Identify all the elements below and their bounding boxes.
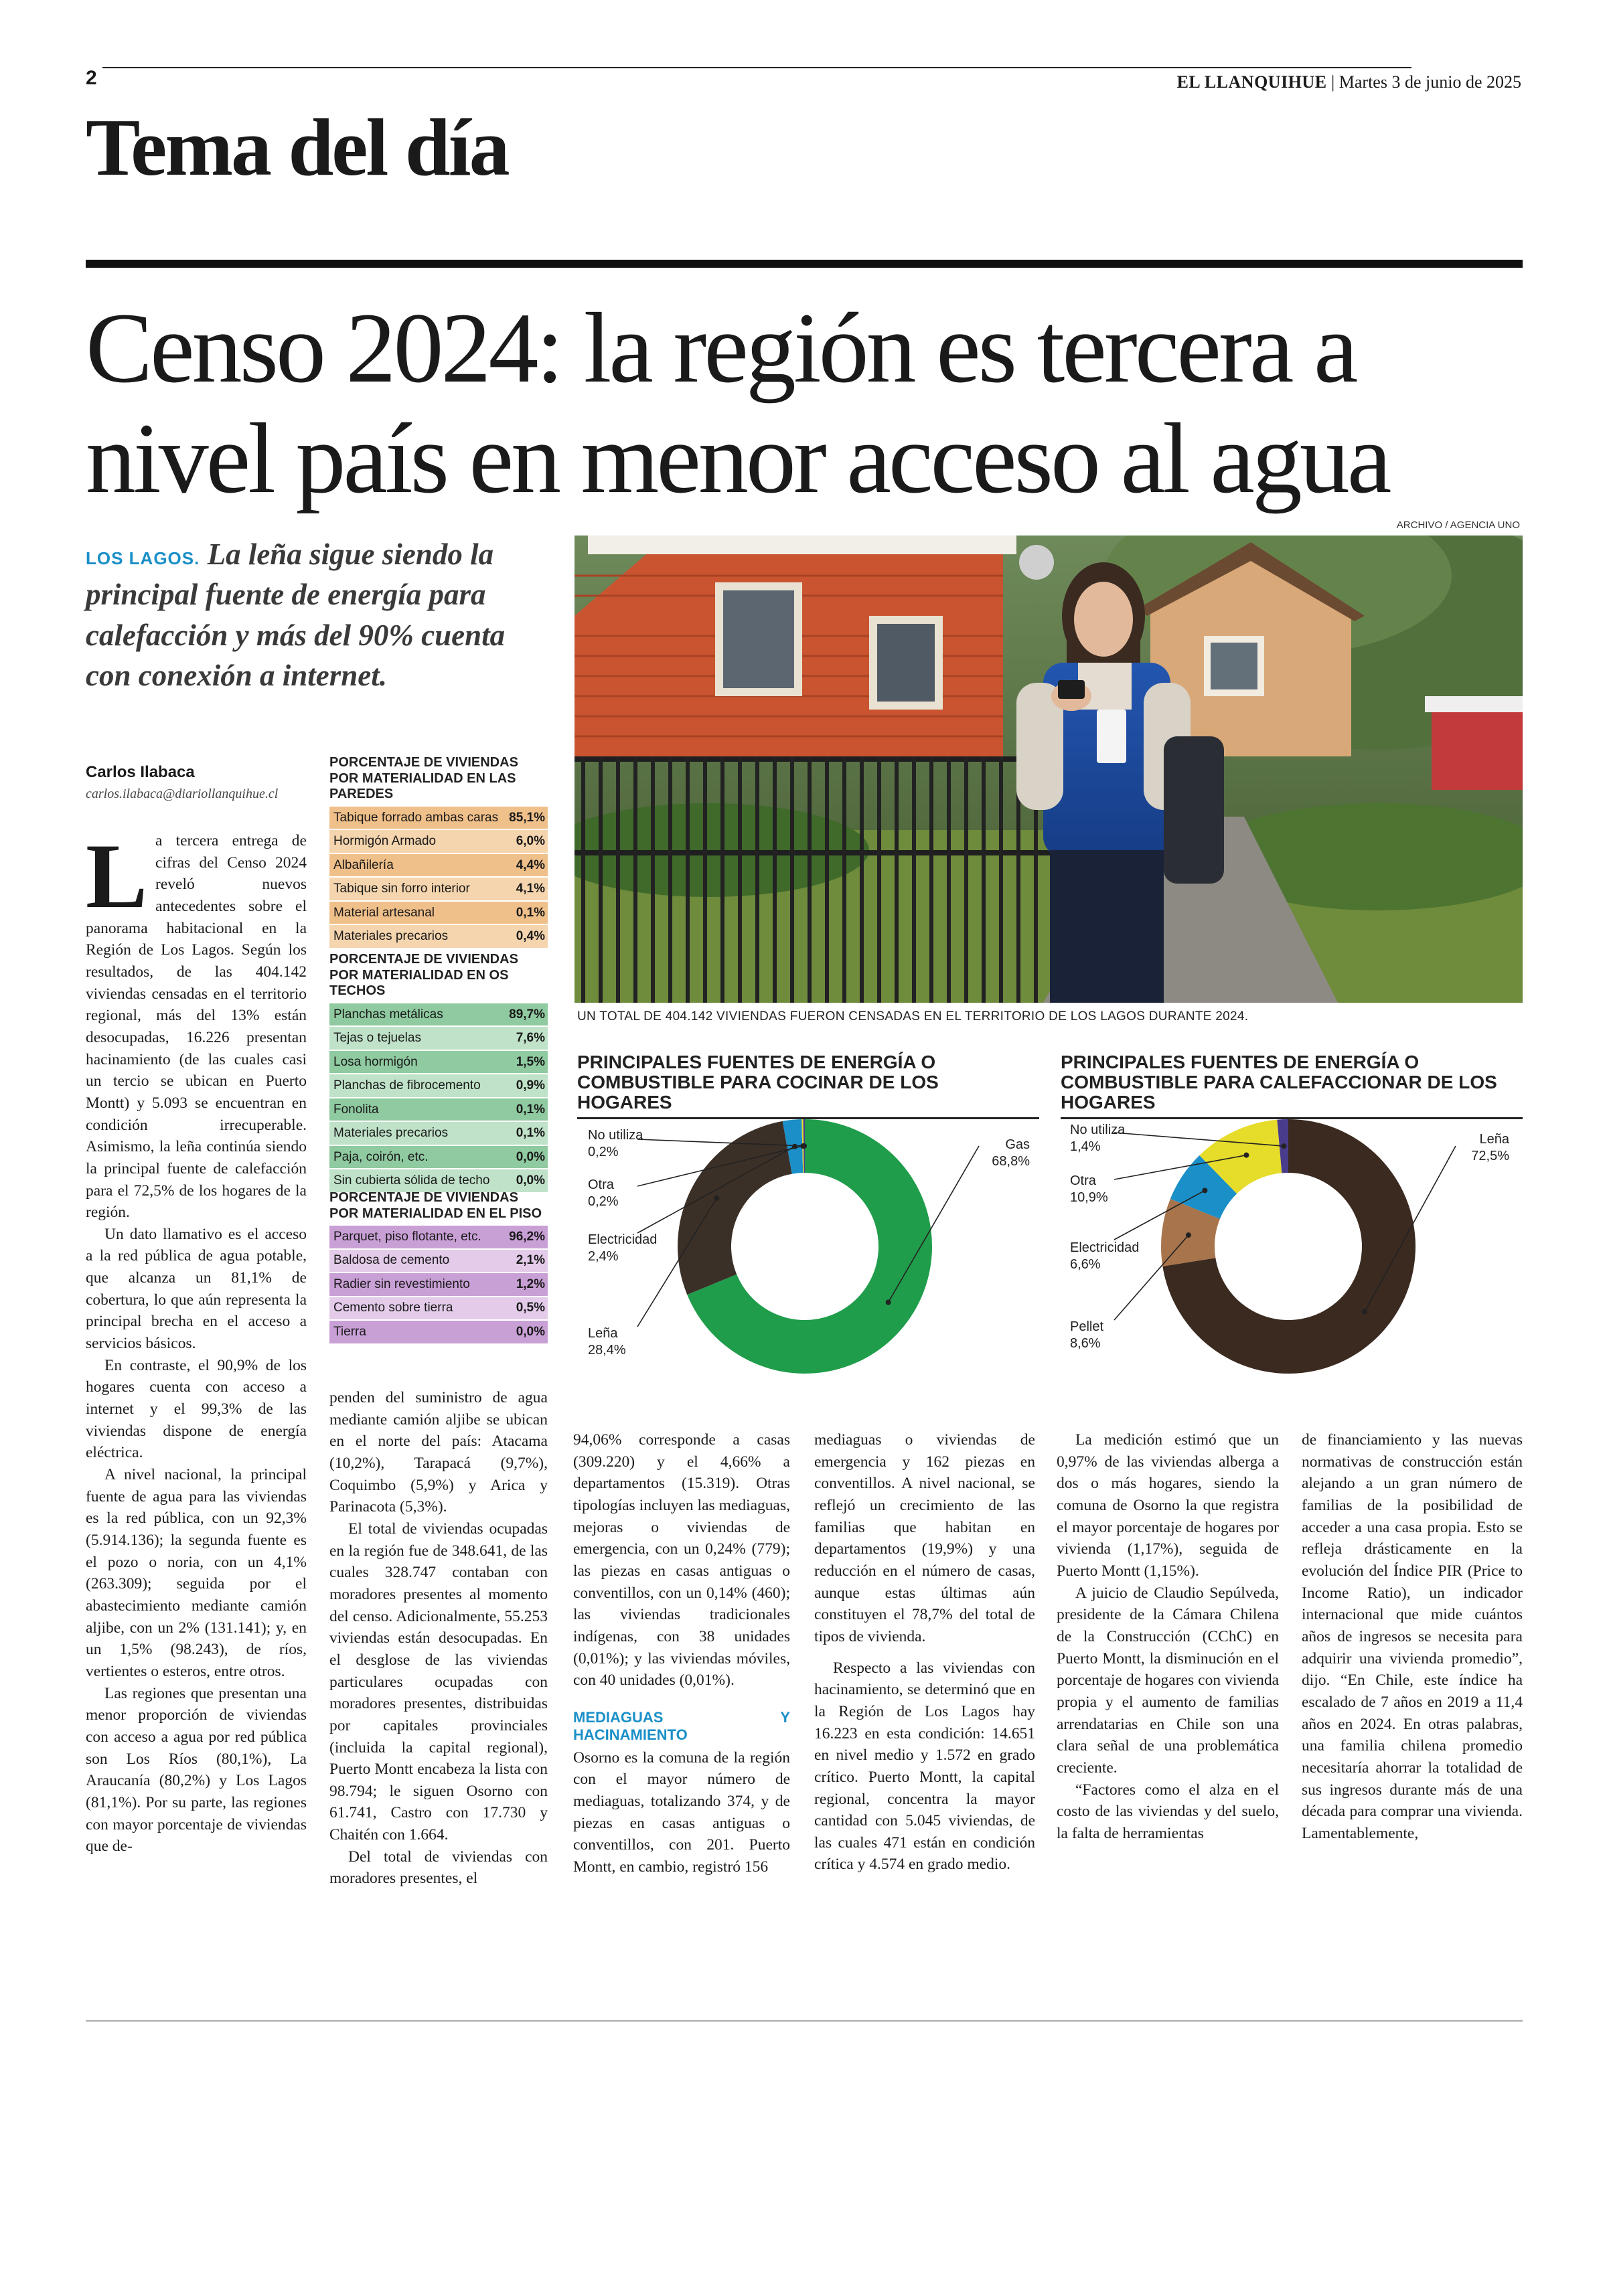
table-row: [329, 1003, 548, 1028]
row-value: 7,6%: [516, 1031, 545, 1046]
donut-slice: [678, 1121, 792, 1295]
table-row: [329, 902, 548, 926]
fence-bar: [842, 756, 846, 1003]
photo-illustration: [575, 536, 1523, 1003]
row-label: Materiales precarios: [333, 1126, 449, 1141]
leader-dot: [714, 1196, 720, 1201]
body-paragraph: A nivel nacional, la principal fuente de agua para las viviendas es la red pública, con un 92,3% (5.914.136); la segunda fuente es el pozo o noria, con un 4,1% (263.309); seguida por el abastecimiento mediante camión aljibe, con un 2% (131.141); y, en un 1,5% (98.243), de ríos, vertientes o esteros, entre otros.: [86, 1466, 307, 1680]
deck-text: La leña sigue siendo la principal fuente de energía para calefacción y más del 90% cuenta con conexión a internet.: [86, 538, 506, 692]
leader-dot: [1186, 1232, 1191, 1238]
row-label: Albañilería: [333, 857, 394, 872]
body-paragraph: El total de viviendas ocupadas en la región fue de 348.641, de las cuales 328.747 contaban con moradores presentes al momento del censo. Adicionalmente, 55.253 viviendas están desocupadas. En el desglose de las viviendas particulares ocupadas con moradores presentes, distribuidas por capitales provinciales (incluida la capital regional), Puerto Montt encabeza la lista con 98.794; le siguen Osorno con 61.741, Castro con 17.730 y Chaitén con 1.664.: [329, 1520, 548, 1844]
table-row: [329, 1146, 548, 1170]
fence-bar: [790, 756, 794, 1003]
body-paragraph: Osorno es la comuna de la región con el mayor número de mediaguas, totalizando 374, y de piezas en casas antiguas o conventillos, con 201. Puerto Montt, en cambio, registró 156: [573, 1748, 790, 1876]
table-row: [329, 1250, 548, 1274]
table-row: [329, 1051, 548, 1075]
leader-dot: [801, 1143, 807, 1149]
body-paragraph: “Factores como el alza en el costo de las viviendas y del suelo, la falta de herramientas: [1057, 1781, 1279, 1842]
leader-dot: [1281, 1143, 1286, 1149]
fence-bar: [964, 756, 968, 1003]
row-label: Losa hormigón: [333, 1054, 418, 1069]
row-label: Cemento sobre tierra: [333, 1301, 453, 1315]
fence-bar: [825, 756, 829, 1003]
body-column-4: [814, 1429, 1035, 1876]
fence-bar: [947, 756, 951, 1003]
table-title: PORCENTAJE DE VIVIENDAS POR MATERIALIDAD EN LAS PAREDES: [329, 755, 518, 802]
fence-bar: [581, 756, 585, 1003]
table-row: [329, 1122, 548, 1146]
row-label: Material artesanal: [333, 905, 435, 920]
fence-bar: [703, 756, 707, 1003]
headline: Censo 2024: la región es tercera a nivel país en menor acceso al agua: [86, 293, 1389, 514]
chart-cooking-energy: [577, 1052, 1046, 1374]
leader-dot: [1243, 1153, 1249, 1158]
body-paragraph: mediaguas o viviendas de emergencia y 162 piezas en conventillos. A nivel nacional, se reflejó un crecimiento de las familias que habitan en departamentos (19,9%) y una reducción en el número de casas, aunque estas últimas aún constituyen el 78,7% del total de tipos de vivienda.: [814, 1431, 1035, 1645]
subhead: MEDIAGUAS Y HACINAMIENTO: [573, 1708, 790, 1744]
body-paragraph: de financiamiento y las nuevas normativas de construcción están alejando a un gran número de familias de la posibilidad de acceder a una casa propia. Esto se refleja drásticamente en la evolución del Índice PIR (Price to Income Ratio), un indicador internacional que mide cuántos años de ingresos se necesita para adquirir una vivienda promedio”, dijo. “En Chile, este índice ha escalado de 7 años en 2019 a 11,4 años en 2024. En otras palabras, una familia chilena promedio necesitaría ahorrar la totalidad de sus ingresos durante más de una década para comprar una vivienda. Lamentablemente,: [1302, 1431, 1523, 1842]
body-column-2: [329, 1387, 548, 1890]
row-value: 0,9%: [516, 1078, 545, 1093]
article-photo: [575, 536, 1523, 1003]
slice-label-otra: Otra 10,9%: [1070, 1173, 1108, 1205]
body-column-6: [1302, 1429, 1523, 1844]
row-value: 0,4%: [516, 929, 545, 944]
table-row: [329, 854, 548, 878]
fence-bar: [773, 756, 777, 1003]
section-title: Tema del día: [86, 102, 508, 193]
fence-bar: [720, 756, 724, 1003]
leader-dot: [1202, 1187, 1207, 1193]
row-label: Parquet, piso flotante, etc.: [333, 1229, 481, 1244]
chart-heating-energy: [1061, 1052, 1529, 1374]
body-column-5: [1057, 1429, 1279, 1844]
slice-label-no-utiliza: No utiliza 0,2%: [588, 1128, 643, 1159]
table-row: [329, 1226, 548, 1250]
body-paragraph: 94,06% corresponde a casas (309.220) y el 4,66% a departamentos (15.319). Otras tipologías incluyen las mediaguas, mejoras o viviendas de emergencia, con un 0,24% (779); las piezas en casas antiguas o conventillos, con un 0,14% (460); las viviendas tradicionales indígenas, con 38 unidades (0,01%); y las viviendas móviles, con 40 unidades (0,01%).: [573, 1431, 790, 1690]
fence-bar: [755, 756, 759, 1003]
table-row: [329, 1321, 548, 1345]
bottom-rule: [86, 2020, 1523, 2022]
fence-bar: [808, 756, 812, 1003]
slice-label-pellet: Pellet 8,6%: [1070, 1319, 1104, 1351]
header-rule: [86, 67, 1411, 68]
body-paragraph: A juicio de Claudio Sepúlveda, presidente de la Cámara Chilena de la Construcción (CChC) en Puerto Montt, la disminución en el porcentaje de hogares con vivienda propia y el aumento de familias arrendatarias en Chile son una clara señal de una problemática creciente.: [1057, 1584, 1279, 1777]
table-row: [329, 1273, 548, 1297]
chart-title: PRINCIPALES FUENTES DE ENERGÍA O COMBUSTIBLE PARA CALEFACCIONAR DE LOS HOGARES: [1061, 1052, 1497, 1113]
row-label: Hormigón Armado: [333, 834, 437, 849]
fence-bar: [686, 756, 690, 1003]
slice-label-electricidad: Electricidad 6,6%: [1070, 1240, 1140, 1272]
table-row: [329, 925, 548, 949]
publication-name: EL LLANQUIHUE: [1176, 72, 1327, 92]
slice-label-lena: Leña 72,5%: [1471, 1132, 1509, 1163]
fence-bar: [860, 756, 864, 1003]
row-label: Planchas de fibrocemento: [333, 1078, 481, 1093]
table-row: [329, 830, 548, 854]
row-value: 0,1%: [516, 1102, 545, 1117]
row-label: Materiales precarios: [333, 929, 449, 944]
fence-bar: [895, 756, 899, 1003]
row-value: 0,1%: [516, 1126, 545, 1141]
dropcap: L: [86, 825, 148, 927]
table-row: [329, 1074, 548, 1098]
fence-bar: [877, 756, 881, 1003]
row-value: 85,1%: [509, 810, 545, 825]
photo-credit: ARCHIVO / AGENCIA UNO: [1396, 519, 1520, 531]
fence-bar: [616, 756, 620, 1003]
fence-bar: [633, 756, 637, 1003]
publication-line: [1170, 72, 1521, 92]
fence-bar: [738, 756, 742, 1003]
body-paragraph: Respecto a las viviendas con hacinamiento, se determinó que en la Región de Los Lagos hay 16.223 en esta condición: 14.651 en nivel medio y 1.572 en grado crítico. Puerto Montt, la capital regional, concentra la mayor cantidad con 5.045 viviendas, de las cuales 471 están en condición crítica y 4.574 en grado medio.: [814, 1659, 1035, 1874]
row-value: 0,1%: [516, 905, 545, 920]
byline: Carlos Ilabaca: [86, 763, 195, 781]
section-rule: [86, 260, 1523, 268]
slice-label-gas: Gas 68,8%: [992, 1137, 1030, 1169]
body-column-3: [573, 1429, 790, 1878]
row-value: 0,0%: [516, 1324, 545, 1339]
row-value: 4,1%: [516, 882, 545, 896]
publication-date: Martes 3 de junio de 2025: [1338, 72, 1521, 92]
photo-caption: UN TOTAL DE 404.142 VIVIENDAS FUERON CENSADAS EN EL TERRITORIO DE LOS LAGOS DURANTE 2024.: [577, 1009, 1249, 1023]
author-email: carlos.ilabaca@diariollanquihue.cl: [86, 787, 279, 801]
body-paragraph: penden del suministro de agua mediante camión aljibe se ubican en el norte del país: Atacama (10,2%), Tarapacá (9,7%), Coquimbo (5,9%) y Arica y Parinacota (5,3%).: [329, 1389, 548, 1516]
table-row: [329, 878, 548, 902]
fence-bar: [651, 756, 655, 1003]
body-paragraph: Un dato llamativo es el acceso a la red pública de agua potable, que alcanza un 81,1% de cobertura, lo que aún representa la principal brecha en el acceso a servicios básicos.: [86, 1225, 307, 1353]
body-paragraph: En contraste, el 90,9% de los hogares cuenta con acceso a internet y el 99,3% de las viviendas dispone de energía eléctrica.: [86, 1356, 307, 1462]
row-label: Tierra: [333, 1324, 366, 1339]
row-label: Paja, coirón, etc.: [333, 1149, 429, 1164]
table-row: [329, 1297, 548, 1321]
row-label: Sin cubierta sólida de techo: [333, 1173, 490, 1188]
material-table: [329, 952, 548, 1194]
row-value: 1,5%: [516, 1054, 545, 1069]
row-label: Tejas o tejuelas: [333, 1031, 421, 1046]
fence-bar: [668, 756, 672, 1003]
table-row: [329, 1098, 548, 1123]
row-value: 0,0%: [516, 1149, 545, 1164]
leader-dot: [886, 1300, 891, 1305]
fence-bar: [982, 756, 986, 1003]
material-table: [329, 1190, 548, 1345]
row-label: Tabique forrado ambas caras: [333, 810, 499, 825]
fence-bar: [912, 756, 916, 1003]
row-label: Planchas metálicas: [333, 1007, 443, 1021]
row-value: 0,0%: [516, 1173, 545, 1188]
fence-bar: [929, 756, 933, 1003]
row-value: 89,7%: [509, 1007, 545, 1021]
body-paragraph: La medición estimó que un 0,97% de las viviendas alberga a dos o más hogares, siendo la comuna de Osorno la que registra el mayor porcentaje de hogares por vivienda (1,17%), seguida de Puerto Montt (1,15%).: [1057, 1431, 1279, 1580]
chart-title: PRINCIPALES FUENTES DE ENERGÍA O COMBUSTIBLE PARA COCINAR DE LOS HOGARES: [577, 1052, 939, 1113]
leader-dot: [1362, 1309, 1367, 1314]
row-label: Fonolita: [333, 1102, 379, 1117]
row-value: 2,1%: [516, 1253, 545, 1268]
table-title: PORCENTAJE DE VIVIENDAS POR MATERIALIDAD EN EL PISO: [329, 1190, 542, 1221]
row-label: Radier sin revestimiento: [333, 1277, 470, 1291]
body-paragraph: La tercera entrega de cifras del Censo 2024 reveló nuevos antecedentes sobre el panorama habitacional en la Región de Los Lagos. Según los resultados, de las 404.142 viviendas censadas en el territorio regional, más del 13% están desocupadas, 16.226 presentan hacinamiento (de las cuales casi un tercio se ubican en Puerto Montt) y 5.093 se encuentran en condición irrecuperable. Asimismo, la leña continúa siendo la principal fuente de calefacción para el 72,5% de los hogares de la región.: [86, 825, 307, 1222]
row-label: Baldosa de cemento: [333, 1253, 450, 1268]
row-value: 0,5%: [516, 1301, 545, 1315]
body-paragraph: Del total de viviendas con moradores presentes, el: [329, 1848, 548, 1888]
deck-kicker: LOS LAGOS.: [86, 548, 200, 568]
material-table: [329, 755, 548, 949]
deck: [86, 534, 541, 695]
table-row: [329, 807, 548, 831]
fence-bar: [999, 756, 1003, 1003]
row-value: 4,4%: [516, 857, 545, 872]
table-title: PORCENTAJE DE VIVIENDAS POR MATERIALIDAD EN OS TECHOS: [329, 952, 518, 999]
row-value: 6,0%: [516, 834, 545, 849]
slice-label-otra: Otra 0,2%: [588, 1177, 619, 1209]
row-value: 1,2%: [516, 1277, 545, 1291]
slice-label-no-utiliza: No utiliza 1,4%: [1070, 1123, 1126, 1154]
body-paragraph: Las regiones que presentan una menor proporción de viviendas con acceso a agua por red pública son Los Ríos (80,1%), La Araucanía (80,2%) y Los Lagos (81,1%). Por su parte, las regiones con mayor porcentaje de viviendas que de-: [86, 1684, 307, 1856]
slice-label-lena: Leña 28,4%: [588, 1326, 626, 1358]
body-column-1: [86, 825, 307, 1858]
table-row: [329, 1027, 548, 1051]
separator: |: [1331, 72, 1335, 92]
row-value: 96,2%: [509, 1229, 545, 1244]
slice-label-electricidad: Electricidad 2,4%: [588, 1232, 658, 1264]
row-label: Tabique sin forro interior: [333, 882, 470, 896]
page-number: 2: [86, 67, 102, 90]
fence-bar: [599, 756, 603, 1003]
